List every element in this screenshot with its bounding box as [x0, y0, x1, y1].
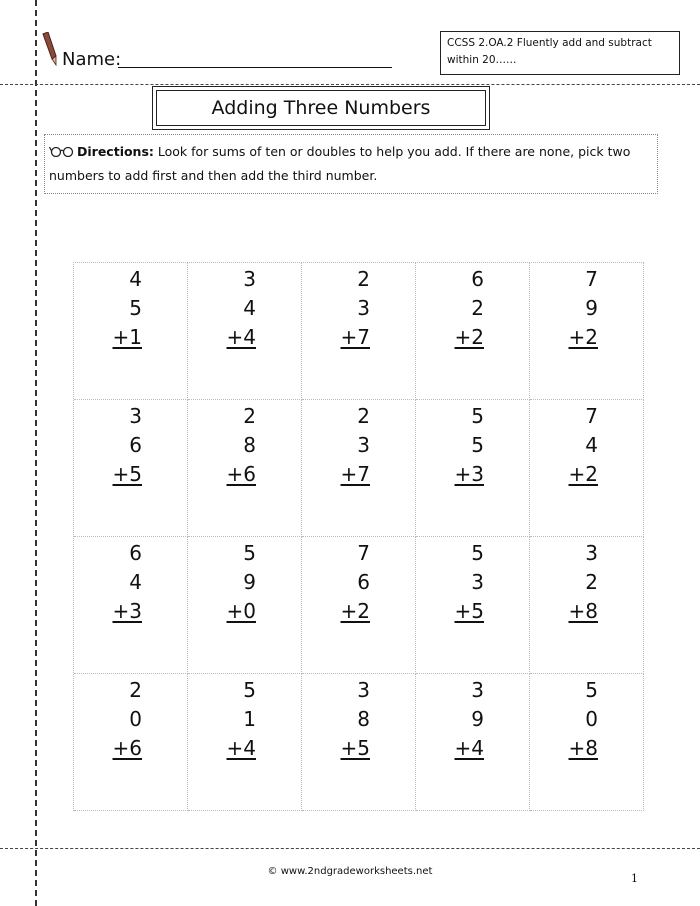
addend-2: 8: [357, 707, 370, 731]
addend-1: 2: [243, 404, 256, 428]
problem-cell: [416, 400, 530, 537]
addend-1: 7: [585, 267, 598, 291]
directions-text-1: Look for sums of ten or doubles to help you add. If there are none, pick two: [153, 144, 631, 159]
addend-3: +5: [112, 462, 142, 486]
addend-2: 3: [357, 433, 370, 457]
problem-cell: [302, 537, 416, 674]
addend-2: 4: [129, 570, 142, 594]
addend-3: +8: [568, 599, 598, 623]
addend-3: +8: [568, 736, 598, 760]
addition-problem: [341, 402, 370, 489]
addend-2: 4: [243, 296, 256, 320]
addend-1: 5: [585, 678, 598, 702]
problem-cell: [530, 400, 644, 537]
addend-2: 6: [129, 433, 142, 457]
directions-box: [44, 134, 658, 194]
addend-2: 8: [243, 433, 256, 457]
addend-3: +1: [112, 325, 142, 349]
addend-1: 2: [357, 404, 370, 428]
addend-3: +7: [340, 325, 370, 349]
addend-2: 2: [585, 570, 598, 594]
standard-line-2: within 20……: [447, 54, 517, 66]
problem-cell: [416, 263, 530, 400]
addend-3: +2: [568, 462, 598, 486]
addend-3: +5: [340, 736, 370, 760]
addition-problem: [227, 402, 256, 489]
addend-1: 4: [129, 267, 142, 291]
addition-problem: [455, 676, 484, 763]
addend-3: +6: [226, 462, 256, 486]
addend-3: +0: [226, 599, 256, 623]
addition-problem: [341, 539, 370, 626]
problem-cell: [74, 537, 188, 674]
addend-1: 2: [129, 678, 142, 702]
directions-text-2: numbers to add first and then add the third number.: [49, 168, 378, 183]
problem-cell: [416, 674, 530, 811]
page-number: 1: [631, 872, 638, 885]
addend-3: +2: [340, 599, 370, 623]
addend-3: +3: [454, 462, 484, 486]
glasses-icon: [49, 145, 75, 157]
addend-3: +7: [340, 462, 370, 486]
addend-2: 9: [585, 296, 598, 320]
addend-1: 5: [471, 404, 484, 428]
addend-1: 6: [471, 267, 484, 291]
directions-label: Directions:: [77, 144, 154, 159]
pencil-icon: [40, 32, 58, 66]
problem-cell: [530, 263, 644, 400]
addend-1: 5: [243, 678, 256, 702]
problem-cell: [74, 674, 188, 811]
name-write-line: [118, 67, 392, 68]
addend-3: +6: [112, 736, 142, 760]
addition-problem: [113, 539, 142, 626]
addend-2: 5: [471, 433, 484, 457]
addend-1: 7: [357, 541, 370, 565]
addition-problem: [569, 402, 598, 489]
title-frame: [152, 86, 490, 130]
copyright-footer: © www.2ndgradeworksheets.net: [267, 866, 433, 877]
addend-3: +4: [454, 736, 484, 760]
addition-problem: [113, 676, 142, 763]
addition-problem: [455, 539, 484, 626]
name-label: Name:: [62, 49, 122, 70]
addend-1: 5: [471, 541, 484, 565]
problem-cell: [416, 537, 530, 674]
addend-2: 3: [357, 296, 370, 320]
addend-1: 3: [243, 267, 256, 291]
addend-2: 0: [585, 707, 598, 731]
vertical-cut-line: [35, 0, 37, 906]
addend-2: 9: [243, 570, 256, 594]
addition-problem: [455, 402, 484, 489]
addition-problem: [227, 676, 256, 763]
problem-cell: [302, 263, 416, 400]
standard-line-1: CCSS 2.OA.2 Fluently add and subtract: [447, 37, 652, 49]
addend-3: +4: [226, 325, 256, 349]
addend-1: 7: [585, 404, 598, 428]
addition-problem: [113, 402, 142, 489]
addend-2: 3: [471, 570, 484, 594]
addend-2: 5: [129, 296, 142, 320]
problem-cell: [74, 263, 188, 400]
bottom-cut-line: [0, 848, 700, 849]
problem-cell: [74, 400, 188, 537]
problem-cell: [302, 400, 416, 537]
page-title: Adding Three Numbers: [156, 90, 486, 126]
addend-1: 5: [243, 541, 256, 565]
addend-2: 2: [471, 296, 484, 320]
problem-cell: [188, 400, 302, 537]
problem-cell: [188, 263, 302, 400]
problem-grid: [73, 262, 644, 811]
addend-1: 3: [357, 678, 370, 702]
standard-box: [440, 31, 680, 75]
problem-cell: [302, 674, 416, 811]
addition-problem: [341, 676, 370, 763]
addend-2: 6: [357, 570, 370, 594]
problem-cell: [530, 674, 644, 811]
addition-problem: [227, 539, 256, 626]
addend-3: +5: [454, 599, 484, 623]
addition-problem: [113, 265, 142, 352]
addend-1: 3: [129, 404, 142, 428]
addend-3: +2: [454, 325, 484, 349]
top-cut-line: [0, 84, 700, 85]
problem-cell: [530, 537, 644, 674]
addition-problem: [455, 265, 484, 352]
addend-1: 3: [585, 541, 598, 565]
addition-problem: [341, 265, 370, 352]
addend-3: +3: [112, 599, 142, 623]
addend-1: 3: [471, 678, 484, 702]
addition-problem: [227, 265, 256, 352]
addend-2: 9: [471, 707, 484, 731]
addend-1: 2: [357, 267, 370, 291]
addend-2: 0: [129, 707, 142, 731]
problem-cell: [188, 674, 302, 811]
addend-3: +4: [226, 736, 256, 760]
addition-problem: [569, 265, 598, 352]
problem-cell: [188, 537, 302, 674]
addition-problem: [569, 539, 598, 626]
addend-1: 6: [129, 541, 142, 565]
addend-2: 1: [243, 707, 256, 731]
addend-3: +2: [568, 325, 598, 349]
addend-2: 4: [585, 433, 598, 457]
addition-problem: [569, 676, 598, 763]
